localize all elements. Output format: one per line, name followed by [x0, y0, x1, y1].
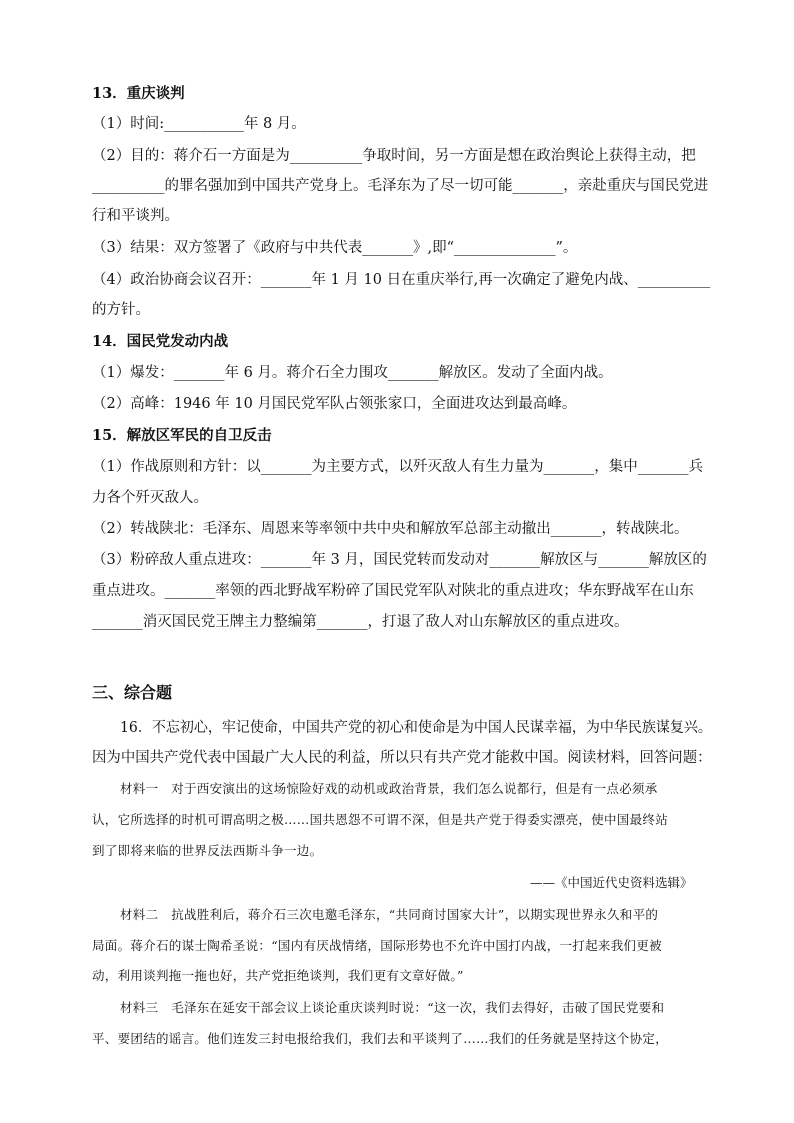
q14-line-2: （2）高峰：1946 年 10 月国民党军队占领张家口，全面进攻达到最高峰。: [92, 396, 577, 412]
q13-line-4: 行和平谈判。: [92, 208, 179, 224]
q14-title: 14．国民党发动内战: [92, 333, 229, 350]
q15-line-6: _______消灭国民党王牌主力整编第_______，打退了敌人对山东解放区的重点进攻。: [92, 614, 629, 630]
q16-intro-line-2: 因为中国共产党代表中国最广大人民的利益，所以只有共产党才能救中国。阅读材料，回答问题：: [92, 750, 712, 766]
section-heading: 三、综合题: [92, 683, 173, 702]
q15-line-5: 重点进攻。_______率领的西北野战军粉碎了国民党军队对陕北的重点进攻；华东野战军在山东: [92, 583, 694, 599]
q14-line-1: （1）爆发：_______年 6 月。蒋介石全力围攻_______解放区。发动了全面内战。: [92, 365, 613, 381]
material2-line-2: 局面。蒋介石的谋士陶希圣说：“国内有厌战情绪，国际形势也不允许中国打内战，一打起来我们更被: [92, 938, 662, 953]
q16-intro-line-1: 16．不忘初心，牢记使命，中国共产党的初心和使命是为中国人民谋幸福，为中华民族谋复兴。: [120, 720, 712, 736]
material3-line-1: 材料三 毛泽东在延安干部会议上谈论重庆谈判时说：“这一次，我们去得好，击破了国民党要和: [120, 1000, 665, 1015]
q13-title: 13．重庆谈判: [92, 85, 185, 102]
q15-title: 15．解放区军民的自卫反击: [92, 427, 272, 444]
q13-line-2: （2）目的：蒋介石一方面是为__________争取时间，另一方面是想在政治舆论上获得主动，把: [92, 148, 696, 164]
material1-line-3: 到了即将来临的世界反法西斯斗争一边。: [92, 843, 323, 858]
material2-line-1: 材料二 抗战胜利后，蒋介石三次电邀毛泽东，“共同商讨国家大计”，以期实现世界永久和平的: [120, 907, 659, 922]
material1-line-2: 认，它所选择的时机可谓高明之极……国共恩怨不可谓不深，但是共产党于得委实漂亮，使中国最终站: [92, 812, 669, 827]
q13-line-3: __________的罪名强加到中国共产党身上。毛泽东为了尽一切可能_______，亲赴重庆与国民党进: [92, 178, 709, 194]
q13-line-6: （4）政治协商会议召开：_______年 1 月 10 日在重庆举行,再一次确定了避免内战、__________: [92, 272, 711, 288]
q15-line-4: （3）粉碎敌人重点进攻：_______年 3 月，国民党转而发动对_______解放区与_______解放区的: [92, 552, 707, 568]
q13-line-1: （1）时间:___________年 8 月。: [92, 116, 306, 132]
q13-line-7: 的方针。: [92, 302, 150, 318]
material2-line-3: 动，利用谈判拖一拖也好，共产党拒绝谈判，我们更有文章好做。”: [92, 968, 464, 983]
material3-line-2: 平、要团结的谣言。他们连发三封电报给我们，我们去和平谈判了……我们的任务就是坚持这个协定，: [92, 1031, 669, 1046]
q15-line-3: （2）转战陕北：毛泽东、周恩来等率领中共中央和解放军总部主动撤出_______，转战陕北。: [92, 521, 689, 537]
q15-line-1: （1）作战原则和方针：以_______为主要方式，以歼灭敌人有生力量为_______，集中_______兵: [92, 459, 703, 475]
material1-line-1: 材料一 对于西安演出的这场惊险好戏的动机或政治背景，我们怎么说都行，但是有一点必须承: [120, 781, 658, 796]
q13-line-5: （3）结果：双方签署了《政府与中共代表_______》,即“______________”。: [92, 240, 578, 256]
q15-line-2: 力各个歼灭敌人。: [92, 490, 208, 506]
material1-source: ——《中国近代史资料选辑》: [530, 875, 693, 890]
